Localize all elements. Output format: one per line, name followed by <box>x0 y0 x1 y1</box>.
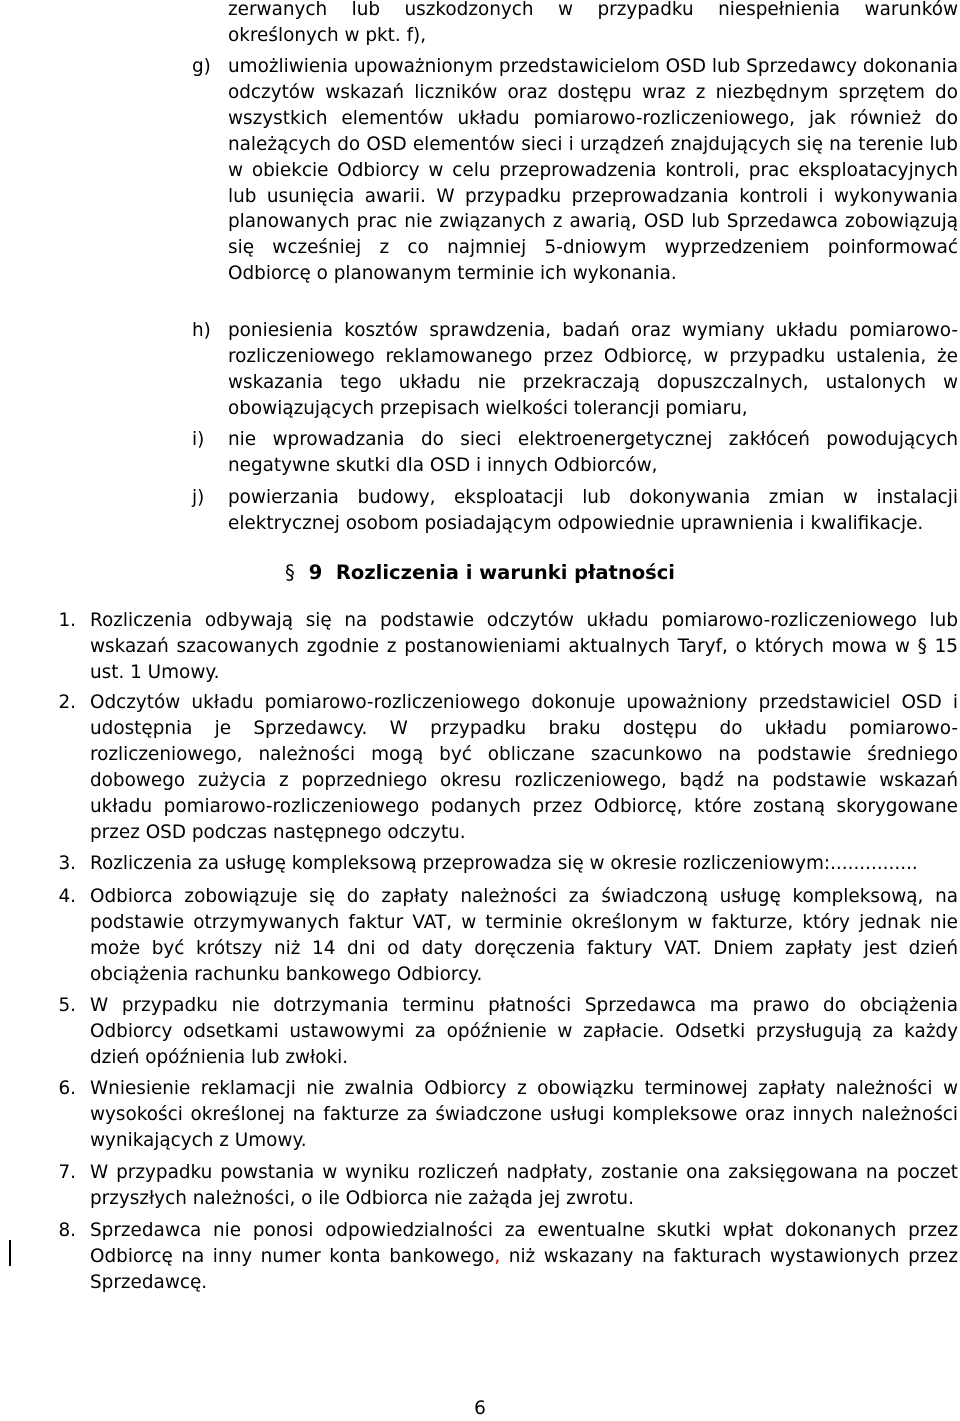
continuation-paragraph <box>228 0 958 49</box>
list-marker: 7. <box>58 1162 76 1183</box>
list-item-text: powierzania budowy, eksploatacji lub dokonywania zmian w instalacji elektrycznej osobom posiadającym odpowiednie uprawnienia i kwalifikacje. <box>228 487 958 534</box>
list-item-text: umożliwienia upoważnionym przedstawicielom OSD lub Sprzedawcy dokonania odczytów wskazań liczników oraz dostępu wraz z niezbędnym sprzętem do wszystkich elementów układu pomiarowo-rozliczeniowego, jak również do należących do OSD elementów sieci i urządzeń znajdujących się na terenie lub w obiekcie Odbiorcy w celu przeprowadzenia kontroli, prac eksploatacyjnych lub usunięcia awarii. W przypadku przeprowadzania kontroli i wykonywania planowanych prac nie związanych z awarią, OSD lub Sprzedawca zobowiązują się wcześniej z co najmniej 5-dniowym wyprzedzeniem poinformować Odbiorcę o planowanym terminie ich wykonania. <box>228 56 958 285</box>
numbered-item-text: Odbiorca zobowiązuje się do zapłaty należności za świadczoną usługę kompleksową, na podstawie otrzymywanych faktur VAT, w terminie określonym w fakturze, który jednak nie może być krótszy niż 14 dni od daty doręczenia faktury VAT. Dniem zapłaty jest dzień obciążenia rachunku bankowego Odbiorcy. <box>90 886 958 985</box>
list-marker: 5. <box>58 995 76 1016</box>
numbered-item-text-part: niż wskazany na fakturach wystawionych przez Sprzedawcę. <box>90 1245 958 1293</box>
list-marker: 8. <box>58 1220 76 1241</box>
revision-change-bar <box>9 1240 11 1266</box>
numbered-item-text <box>90 1218 958 1296</box>
page-number: 6 <box>474 1398 486 1419</box>
section-title: Rozliczenia i warunki płatności <box>335 561 675 584</box>
list-marker: 1. <box>58 610 76 631</box>
numbered-item-text: Rozliczenia za usługę kompleksową przeprowadza się w okresie rozliczeniowym:............... <box>90 853 918 874</box>
list-marker: 3. <box>58 853 76 874</box>
section-heading <box>0 560 960 586</box>
list-item-text: poniesienia kosztów sprawdzenia, badań oraz wymiany układu pomiarowo-rozliczeniowego reklamowanego przez Odbiorcę, w przypadku ustalenia, że wskazania tego układu nie przekraczają dopuszczalnych, ustalonych w obowiązujących przepisach wielkości tolerancji pomiaru, <box>228 320 958 419</box>
list-marker: 4. <box>58 886 76 907</box>
list-marker: h) <box>192 320 211 341</box>
list-marker: g) <box>192 56 211 77</box>
paragraph-sign: § <box>285 561 295 584</box>
numbered-item-text: Rozliczenia odbywają się na podstawie odczytów układu pomiarowo-rozliczeniowego lub wskazań szacowanych zgodnie z postanowieniami aktualnych Taryf, o których mowa w § 15 ust. 1 Umowy. <box>90 610 958 683</box>
list-item-text: nie wprowadzania do sieci elektroenergetycznej zakłóceń powodujących negatywne skutki dla OSD i innych Odbiorców, <box>228 429 958 476</box>
continuation-text: zerwanych lub uszkodzonych w przypadku niespełnienia warunków określonych w pkt. f), <box>228 0 958 46</box>
list-marker: i) <box>192 429 205 450</box>
numbered-item-text: W przypadku nie dotrzymania terminu płatności Sprzedawca ma prawo do obciążenia Odbiorcy odsetkami ustawowymi za opóźnienie w zapłacie. Odsetki przysługują za każdy dzień opóźnienia lub zwłoki. <box>90 995 958 1068</box>
numbered-item-text: W przypadku powstania w wyniku rozliczeń nadpłaty, zostanie ona zaksięgowana na poczet przyszłych należności, o ile Odbiorca nie zażąda jej zwrotu. <box>90 1162 958 1209</box>
numbered-item-text: Odczytów układu pomiarowo-rozliczeniowego dokonuje upoważniony przedstawiciel OSD i udostępnia je Sprzedawcy. W przypadku braku dostępu do układu pomiarowo-rozliczeniowego, należności mogą być obliczane szacunkowo na podstawie średniego dobowego zużycia z poprzedniego okresu rozliczeniowego, bądź na podstawie wskazań układu pomiarowo-rozliczeniowego podanych przez Odbiorcę, które zostaną skorygowane przez OSD podczas następnego odczytu. <box>90 692 958 843</box>
list-marker: j) <box>192 487 205 508</box>
list-marker: 6. <box>58 1078 76 1099</box>
numbered-item-text-part: Sprzedawca nie ponosi odpowiedzialności za ewentualne skutki wpłat dokonanych przez Odbiorcę na inny numer konta bankowego <box>90 1220 958 1267</box>
inserted-comma-mark: , <box>494 1245 501 1267</box>
numbered-item-text: Wniesienie reklamacji nie zwalnia Odbiorcy z obowiązku terminowej zapłaty należności w wysokości określonej na fakturze za świadczone usługi kompleksowe oraz innych należności wynikających z Umowy. <box>90 1078 958 1151</box>
list-marker: 2. <box>58 692 76 713</box>
section-number: 9 <box>308 561 323 584</box>
